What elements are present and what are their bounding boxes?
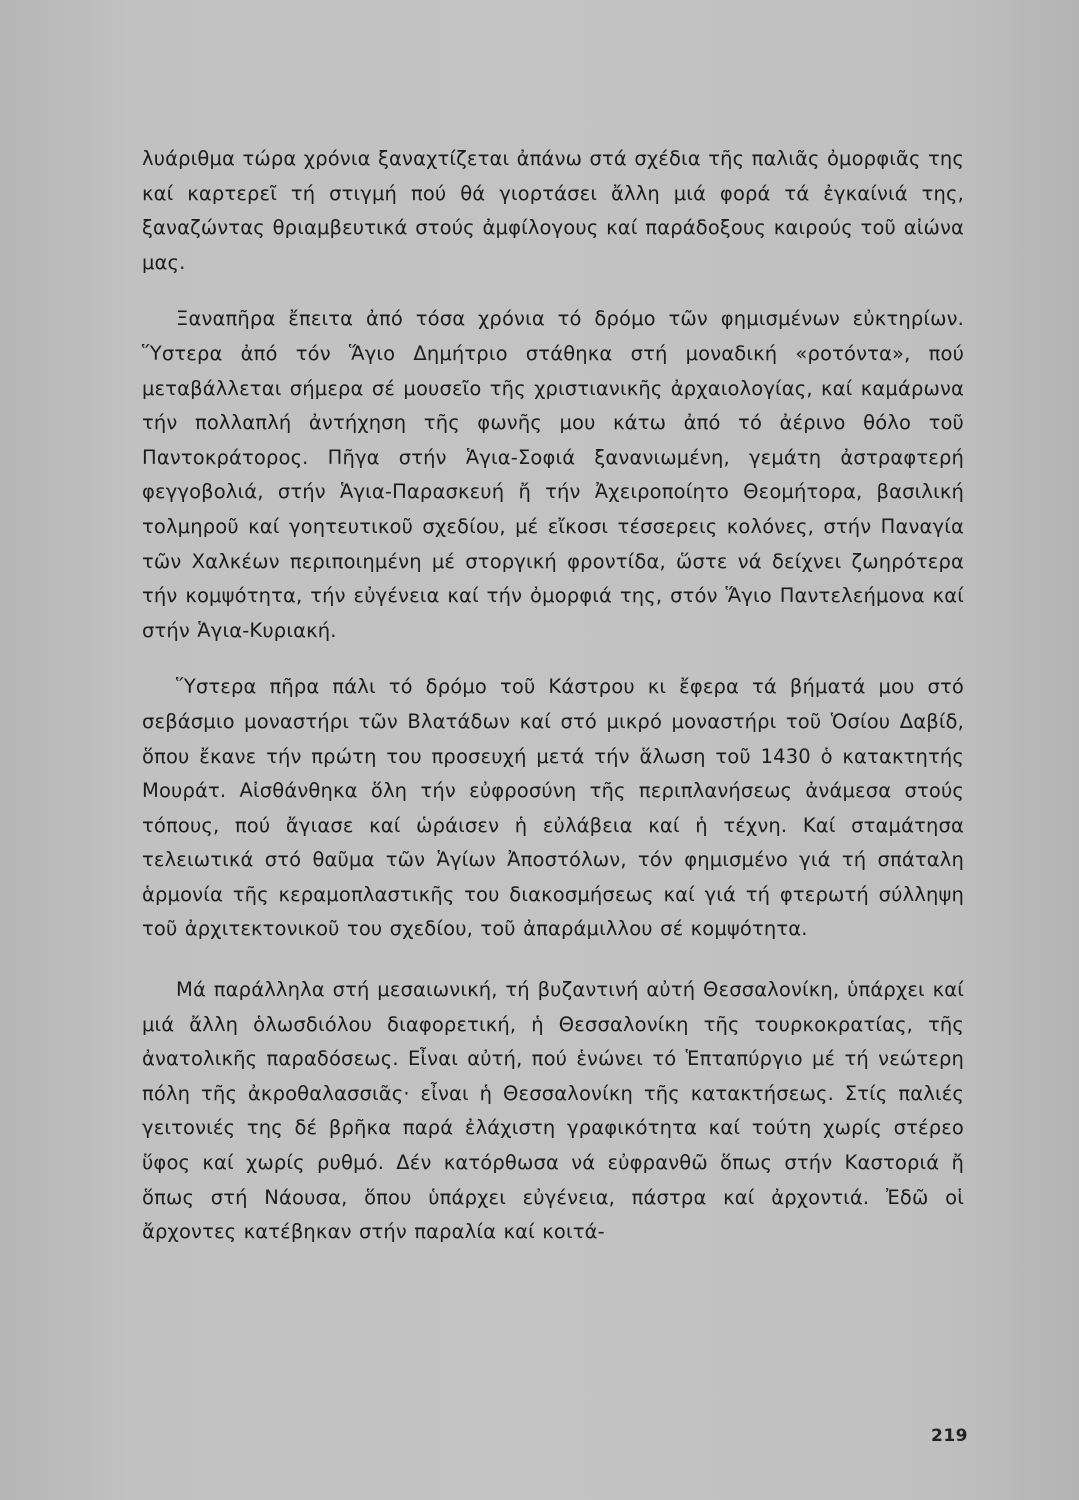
paragraph-churches: Ξαναπῆρα ἔπειτα ἀπό τόσα χρόνια τό δρόμο τῶν φημισμένων εὐκτηρίων. Ὕστερα ἀπό τόν Ἅγιο Δημήτριο στάθηκα στή μοναδική «ροτόντα», πού μεταβάλλεται σήμερα σέ μουσεῖο τῆς χριστιανικῆς ἀρχαιολογίας, καί καμάρωνα τήν πολλαπλή ἀντήχηση τῆς φωνῆς μου κάτω ἀπό τό ἀέρινο θόλο τοῦ Παντοκράτορος. Πῆγα στήν Ἁγια-Σοφιά ξανανιωμένη, γεμάτη ἀστραφτερή φεγγοβολιά, στήν Ἁγια-Παρασκευή ἤ τήν Ἀχειροποίητο Θεομήτορα, βασιλική τολμηροῦ καί γοητευτικοῦ σχεδίου, μέ εἴκοσι τέσσερεις κολόνες, στήν Παναγία τῶν Χαλκέων περιποιημένη μέ στοργική φροντίδα, ὥστε νά δείχνει ζωηρότερα τήν κομψότητα, τήν εὐγένεια καί τήν ὀμορφιά της, στόν Ἅγιο Παντελεήμονα καί στήν Ἁγια-Κυριακή. [142,307,964,642]
paragraph-gap [142,280,964,302]
paragraph-castle: Ὕστερα πῆρα πάλι τό δρόμο τοῦ Κάστρου κι ἔφερα τά βήματά μου στό σεβάσμιο μοναστήρι τῶν Βλατάδων καί στό μικρό μοναστήρι τοῦ Ὁσίου Δαβίδ, ὅπου ἔκανε τήν πρώτη του προσευχή μετά τήν ἅλωση τοῦ 1430 ὁ κατακτητής Μουράτ. Αἰσθάνθηκα ὅλη τήν εὐφροσύνη τῆς περιπλανήσεως ἀνάμεσα στούς τόπους, πού ἄγιασε καί ὡράισεν ἡ εὐλάβεια καί ἡ τέχνη. Καί σταμάτησα τελειωτικά στό θαῦμα τῶν Ἁγίων Ἀποστόλων, τόν φημισμένο γιά τή σπάταλη ἁρμονία τῆς κεραμοπλαστικῆς του διακοσμήσεως καί γιά τή φτερωτή σύλληψη τοῦ ἀρχιτεκτονικοῦ του σχεδίου, τοῦ ἀπαράμιλλου σέ κομψότητα. [142,675,964,941]
paragraph-ottoman-city: Μά παράλληλα στή μεσαιωνική, τή βυζαντινή αὐτή Θεσσαλονίκη, ὑπάρχει καί μιά ἄλλη ὁλωσδιόλου διαφορετική, ἡ Θεσσαλονίκη τῆς τουρκοκρατίας, τῆς ἀνατολικῆς παραδόσεως. Εἶναι αὐτή, πού ἑνώνει τό Ἑπταπύργιο μέ τή νεώτερη πόλη τῆς ἀκροθαλασσιᾶς· εἶναι ἡ Θεσσαλονίκη τῆς κατακτήσεως. Στίς παλιές γειτονιές της δέ βρῆκα παρά ἐλάχιστη γραφικότητα καί τούτη χωρίς στέρεο ὕφος καί χωρίς ρυθμό. Δέν κατόρθωσα νά εὐφρανθῶ ὅπως στήν Καστοριά ἤ ὅπως στή Νάουσα, ὅπου ὑπάρχει εὐγένεια, πάστρα καί ἀρχοντιά. Ἐδῶ οἱ ἄρχοντες κατέβηκαν στήν παραλία καί κοιτά- [142,978,964,1244]
page-number: 219 [931,1426,968,1446]
paragraph-continuation: λυάριθμα τώρα χρόνια ξαναχτίζεται ἀπάνω στά σχέδια τῆς παλιᾶς ὀμορφιᾶς της καί καρτερεῖ τή στιγμή πού θά γιορτάσει ἄλλη μιά φορά τά ἐγκαίνιά της, ξαναζώντας θριαμβευτικά στούς ἀμφίλογους καί παράδοξους καιρούς τοῦ αἰώνα μας. [142,147,964,274]
paragraph-gap [142,648,964,670]
paragraph-gap [142,947,964,973]
body-text [142,142,964,1250]
